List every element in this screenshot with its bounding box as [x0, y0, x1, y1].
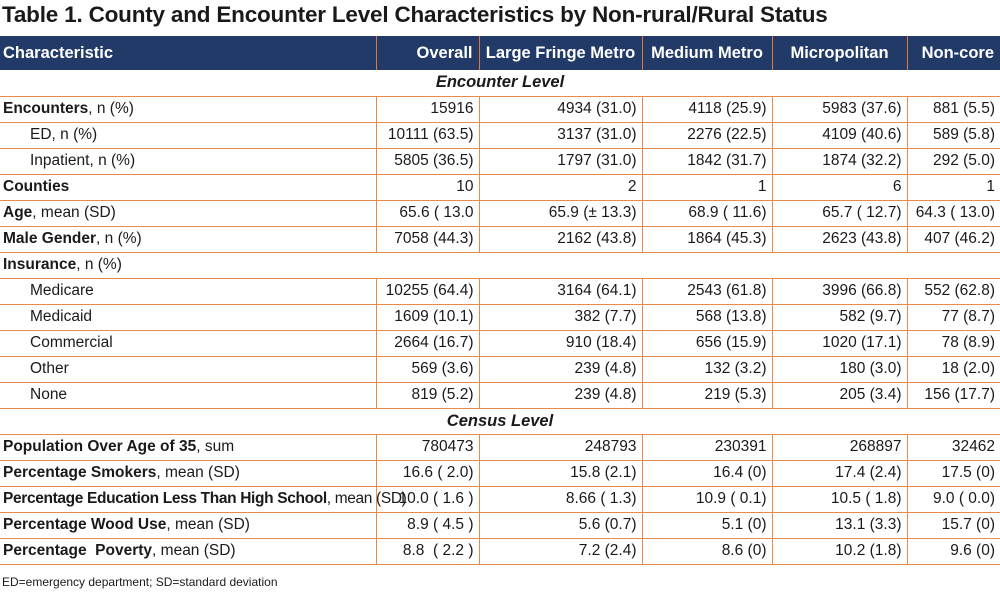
- cell-non-core: 552 (62.8): [907, 278, 1000, 304]
- row-label-bold: Counties: [3, 178, 70, 195]
- characteristics-table: [0, 36, 1000, 565]
- cell-non-core: 77 (8.7): [907, 304, 1000, 330]
- cell-overall: 15916: [376, 96, 479, 122]
- row-label: [0, 226, 376, 252]
- cell-non-core: 292 (5.0): [907, 148, 1000, 174]
- table-row: [0, 304, 1000, 330]
- cell-overall: 10: [376, 174, 479, 200]
- cell-large-fringe-metro: 1797 (31.0): [479, 148, 642, 174]
- cell-overall: 7058 (44.3): [376, 226, 479, 252]
- table-row: [0, 434, 1000, 460]
- row-label-bold: Percentage Poverty: [3, 542, 153, 559]
- row-label-bold: Encounters: [3, 100, 89, 117]
- cell-non-core: 64.3 ( 13.0): [907, 200, 1000, 226]
- cell-micropolitan: 17.4 (2.4): [772, 460, 907, 486]
- cell-medium-metro: 230391: [642, 434, 772, 460]
- row-label: [0, 538, 376, 564]
- row-label-bold: Percentage Smokers: [3, 464, 157, 481]
- cell-large-fringe-metro: 15.8 (2.1): [479, 460, 642, 486]
- cell-large-fringe-metro: 239 (4.8): [479, 356, 642, 382]
- row-label-rest: , mean (SD): [152, 542, 236, 559]
- cell-non-core: 407 (46.2): [907, 226, 1000, 252]
- row-label: ED, n (%): [0, 122, 376, 148]
- header-large-fringe-metro: Large Fringe Metro: [479, 36, 642, 70]
- cell-overall: 780473: [376, 434, 479, 460]
- table-row: [0, 486, 1000, 512]
- cell-overall: 10255 (64.4): [376, 278, 479, 304]
- row-label: Other: [0, 356, 376, 382]
- cell-non-core: 9.6 (0): [907, 538, 1000, 564]
- cell-micropolitan: 13.1 (3.3): [772, 512, 907, 538]
- cell-non-core: 589 (5.8): [907, 122, 1000, 148]
- cell-micropolitan: 582 (9.7): [772, 304, 907, 330]
- cell-large-fringe-metro: 8.66 ( 1.3): [479, 486, 642, 512]
- cell-micropolitan: 268897: [772, 434, 907, 460]
- cell-medium-metro: 4118 (25.9): [642, 96, 772, 122]
- section-title: Census Level: [0, 408, 1000, 434]
- section-title: Encounter Level: [0, 70, 1000, 96]
- table-row: [0, 382, 1000, 408]
- cell-overall: 5805 (36.5): [376, 148, 479, 174]
- row-label: [0, 252, 1000, 278]
- cell-micropolitan: 6: [772, 174, 907, 200]
- cell-overall: 16.6 ( 2.0): [376, 460, 479, 486]
- cell-medium-metro: 68.9 ( 11.6): [642, 200, 772, 226]
- cell-non-core: 18 (2.0): [907, 356, 1000, 382]
- cell-medium-metro: 568 (13.8): [642, 304, 772, 330]
- cell-non-core: 78 (8.9): [907, 330, 1000, 356]
- cell-micropolitan: 2623 (43.8): [772, 226, 907, 252]
- cell-large-fringe-metro: 3164 (64.1): [479, 278, 642, 304]
- table-title: Table 1. County and Encounter Level Characteristics by Non-rural/Rural Status: [2, 2, 828, 27]
- table-footnote: ED=emergency department; SD=standard deviation: [2, 575, 278, 589]
- table-row: [0, 96, 1000, 122]
- table-row: [0, 538, 1000, 564]
- cell-micropolitan: 5983 (37.6): [772, 96, 907, 122]
- cell-large-fringe-metro: 248793: [479, 434, 642, 460]
- row-label-bold: Insurance: [3, 256, 77, 273]
- cell-non-core: 32462: [907, 434, 1000, 460]
- cell-overall: 8.8 ( 2.2 ): [376, 538, 479, 564]
- cell-non-core: 1: [907, 174, 1000, 200]
- row-label: [0, 174, 376, 200]
- cell-overall: 2664 (16.7): [376, 330, 479, 356]
- cell-medium-metro: 1864 (45.3): [642, 226, 772, 252]
- table-row: [0, 200, 1000, 226]
- section-row-census: [0, 408, 1000, 434]
- header-characteristic: Characteristic: [3, 43, 114, 62]
- row-label: Medicaid: [0, 304, 376, 330]
- cell-micropolitan: 10.2 (1.8): [772, 538, 907, 564]
- table-row: [0, 122, 1000, 148]
- cell-overall: 10.0 ( 1.6 ): [376, 486, 479, 512]
- cell-large-fringe-metro: 7.2 (2.4): [479, 538, 642, 564]
- cell-overall: 65.6 ( 13.0: [376, 200, 479, 226]
- cell-medium-metro: 219 (5.3): [642, 382, 772, 408]
- cell-overall: 819 (5.2): [376, 382, 479, 408]
- row-label-rest: , mean (SD): [32, 204, 116, 221]
- cell-overall: 569 (3.6): [376, 356, 479, 382]
- cell-large-fringe-metro: 239 (4.8): [479, 382, 642, 408]
- row-label: [0, 434, 376, 460]
- cell-non-core: 9.0 ( 0.0): [907, 486, 1000, 512]
- cell-medium-metro: 16.4 (0): [642, 460, 772, 486]
- cell-medium-metro: 656 (15.9): [642, 330, 772, 356]
- cell-micropolitan: 4109 (40.6): [772, 122, 907, 148]
- table-row: [0, 278, 1000, 304]
- header-micropolitan: Micropolitan: [772, 36, 907, 70]
- cell-non-core: 881 (5.5): [907, 96, 1000, 122]
- cell-micropolitan: 65.7 ( 12.7): [772, 200, 907, 226]
- row-label: None: [0, 382, 376, 408]
- row-label: Commercial: [0, 330, 376, 356]
- cell-medium-metro: 1842 (31.7): [642, 148, 772, 174]
- row-label: [0, 200, 376, 226]
- cell-large-fringe-metro: 5.6 (0.7): [479, 512, 642, 538]
- row-label-bold: Percentage Wood Use: [3, 516, 167, 533]
- row-label-rest: , mean (SD): [326, 490, 407, 507]
- cell-medium-metro: 8.6 (0): [642, 538, 772, 564]
- row-label-rest: , sum: [196, 438, 235, 455]
- row-label: [0, 460, 376, 486]
- cell-large-fringe-metro: 65.9 (± 13.3): [479, 200, 642, 226]
- cell-non-core: 17.5 (0): [907, 460, 1000, 486]
- row-label-bold: Population Over Age of 35: [3, 438, 197, 455]
- row-label-bold: Age: [3, 204, 33, 221]
- cell-micropolitan: 205 (3.4): [772, 382, 907, 408]
- row-label-rest: , mean (SD): [156, 464, 240, 481]
- table-row: [0, 252, 1000, 278]
- cell-large-fringe-metro: 382 (7.7): [479, 304, 642, 330]
- table-row: [0, 330, 1000, 356]
- cell-medium-metro: 10.9 ( 0.1): [642, 486, 772, 512]
- header-non-core: Non-core: [907, 36, 1000, 70]
- table-row: [0, 512, 1000, 538]
- row-label: [0, 96, 376, 122]
- cell-medium-metro: 2543 (61.8): [642, 278, 772, 304]
- header-medium-metro: Medium Metro: [642, 36, 772, 70]
- cell-medium-metro: 2276 (22.5): [642, 122, 772, 148]
- row-label: [0, 512, 376, 538]
- section-row-encounter: [0, 70, 1000, 96]
- cell-large-fringe-metro: 3137 (31.0): [479, 122, 642, 148]
- table-row: [0, 174, 1000, 200]
- cell-overall: 8.9 ( 4.5 ): [376, 512, 479, 538]
- table-row: [0, 148, 1000, 174]
- row-label-rest: , n (%): [96, 230, 142, 247]
- cell-medium-metro: 132 (3.2): [642, 356, 772, 382]
- table-row: [0, 226, 1000, 252]
- row-label: Inpatient, n (%): [0, 148, 376, 174]
- cell-large-fringe-metro: 4934 (31.0): [479, 96, 642, 122]
- row-label-bold: Percentage Education Less Than High School: [3, 490, 327, 507]
- row-label-bold: Male Gender: [3, 230, 97, 247]
- table-row: [0, 356, 1000, 382]
- table-header-row: [0, 36, 1000, 70]
- cell-non-core: 156 (17.7): [907, 382, 1000, 408]
- cell-micropolitan: 1874 (32.2): [772, 148, 907, 174]
- cell-large-fringe-metro: 2162 (43.8): [479, 226, 642, 252]
- cell-overall: 10111 (63.5): [376, 122, 479, 148]
- table-row: [0, 460, 1000, 486]
- cell-medium-metro: 1: [642, 174, 772, 200]
- row-label-rest: , n (%): [88, 100, 134, 117]
- header-overall: Overall: [376, 36, 479, 70]
- cell-overall: 1609 (10.1): [376, 304, 479, 330]
- row-label-rest: , n (%): [76, 256, 122, 273]
- cell-micropolitan: 3996 (66.8): [772, 278, 907, 304]
- cell-micropolitan: 1020 (17.1): [772, 330, 907, 356]
- row-label-rest: , mean (SD): [166, 516, 250, 533]
- row-label: [0, 486, 407, 512]
- cell-micropolitan: 10.5 ( 1.8): [772, 486, 907, 512]
- cell-non-core: 15.7 (0): [907, 512, 1000, 538]
- cell-medium-metro: 5.1 (0): [642, 512, 772, 538]
- cell-micropolitan: 180 (3.0): [772, 356, 907, 382]
- cell-large-fringe-metro: 910 (18.4): [479, 330, 642, 356]
- row-label: Medicare: [0, 278, 376, 304]
- cell-large-fringe-metro: 2: [479, 174, 642, 200]
